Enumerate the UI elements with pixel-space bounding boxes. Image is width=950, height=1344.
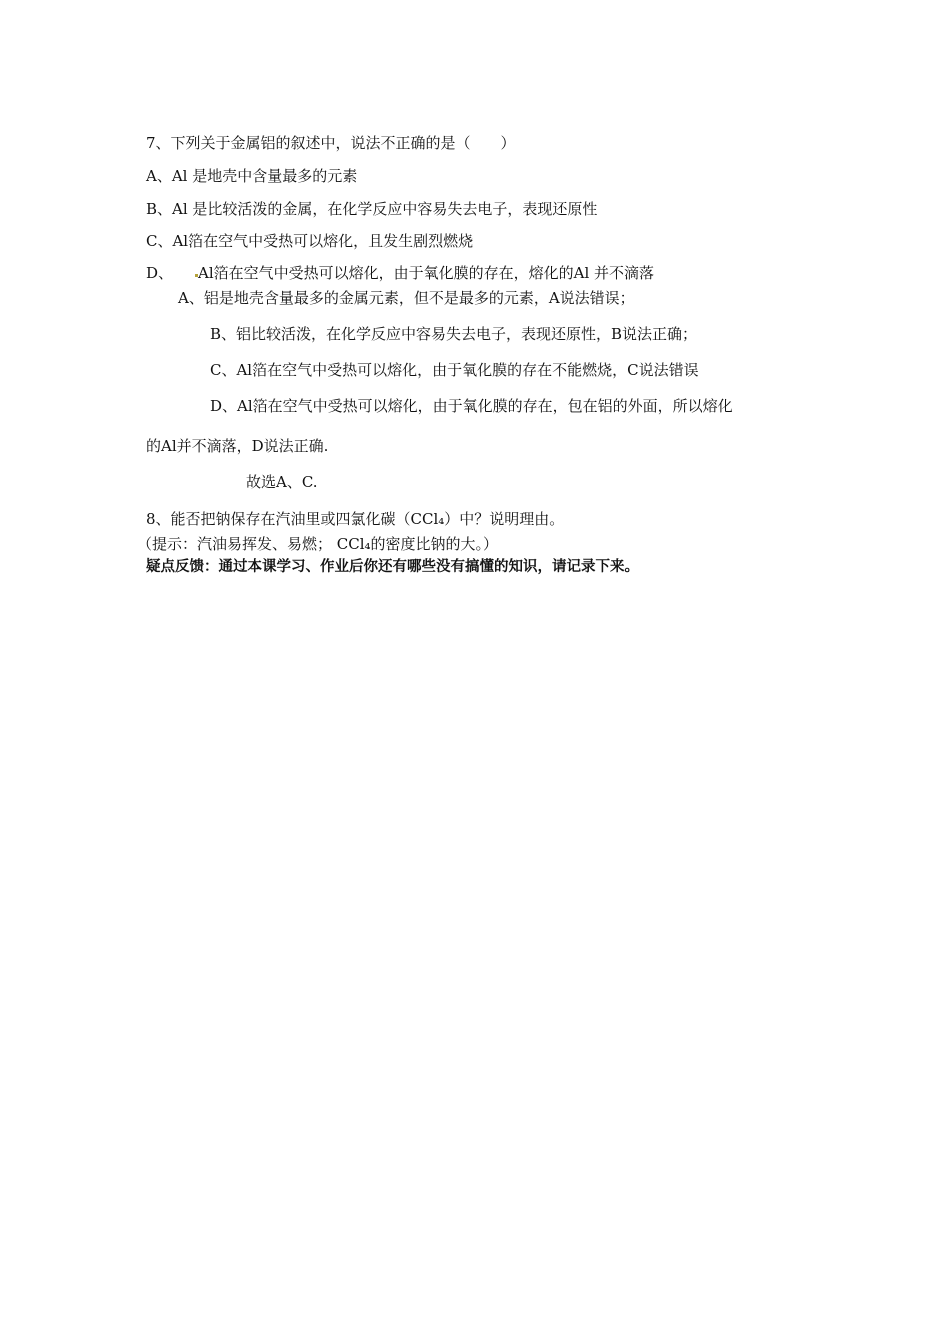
option-c: C、Al箔在空气中受热可以熔化，且发生剧烈燃烧 <box>146 232 474 250</box>
option-b: B、Al 是比较活泼的金属，在化学反应中容易失去电子，表现还原性 <box>146 200 598 218</box>
question-8-hint: （提示：汽油易挥发、易燃； CCl₄的密度比钠的大。） <box>137 535 499 553</box>
explanation-d: D、Al箔在空气中受热可以熔化，由于氧化膜的存在，包在铝的外面，所以熔化 <box>210 397 733 415</box>
question-7-stem: 7、下列关于金属铝的叙述中，说法不正确的是（ ） <box>146 134 516 152</box>
feedback-prompt: 疑点反馈：通过本课学习、作业后你还有哪些没有搞懂的知识，请记录下来。 <box>146 559 639 575</box>
option-d <box>146 263 654 283</box>
option-d-label: D、 <box>146 264 174 282</box>
explanation-b: B、铝比较活泼，在化学反应中容易失去电子，表现还原性，B说法正确； <box>210 325 698 343</box>
option-a: A、Al 是地壳中含量最多的元素 <box>146 167 358 185</box>
explanation-a: A、铝是地壳含量最多的金属元素，但不是最多的元素，A说法错误； <box>178 289 635 307</box>
option-d-text: Al箔在空气中受热可以熔化，由于氧化膜的存在，熔化的Al 并不滴落 <box>198 264 655 282</box>
question-8-stem: 8、能否把钠保存在汽油里或四氯化碳（CCl₄）中？说明理由。 <box>146 510 565 528</box>
answer: 故选A、C. <box>246 473 318 491</box>
explanation-c: C、Al箔在空气中受热可以熔化，由于氧化膜的存在不能燃烧，C说法错误 <box>210 361 699 379</box>
explanation-d-continued: 的Al并不滴落，D说法正确. <box>146 437 329 455</box>
